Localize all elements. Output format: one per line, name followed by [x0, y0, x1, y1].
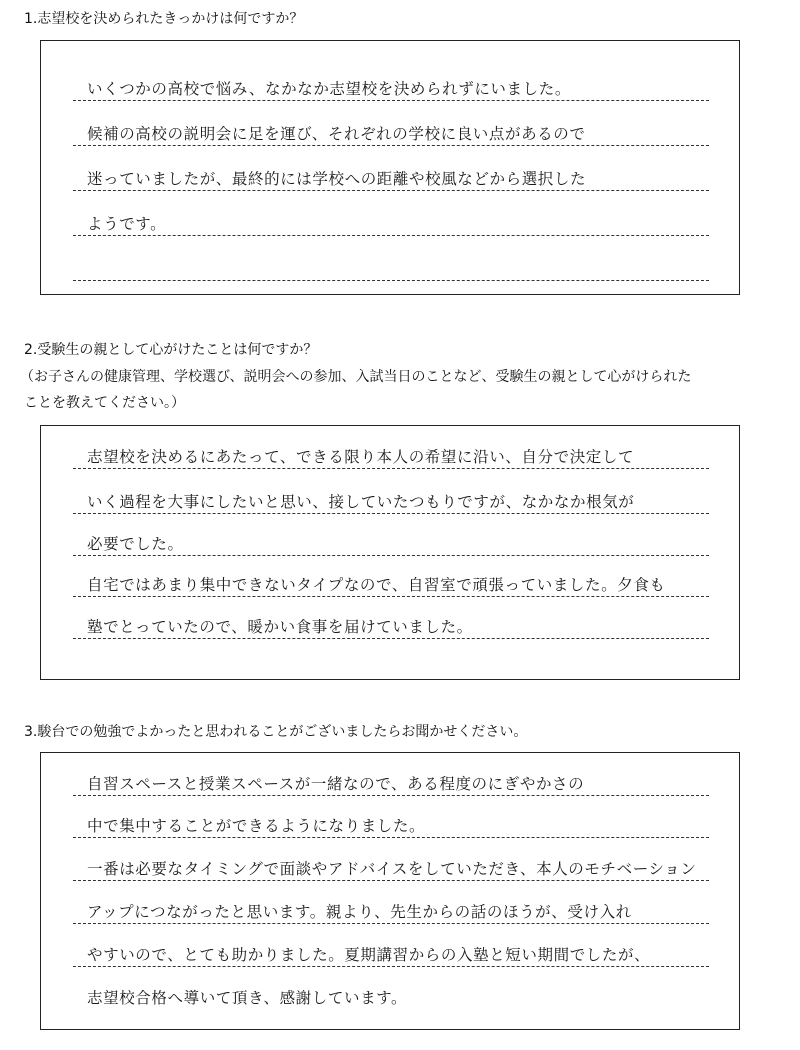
answer-box-2 — [40, 425, 740, 680]
answer-1-line-5 — [73, 258, 709, 281]
answer-3-line-1: 自習スペースと授業スペースが一緒なので、ある程度のにぎやかさの — [73, 773, 709, 796]
answer-2-line-4: 自宅ではあまり集中できないタイプなので、自習室で頑張っていました。夕食も — [73, 574, 709, 597]
question-2-note-line-2: ことを教えてください。） — [24, 395, 185, 411]
question-3: 3.駿台での勉強でよかったと思われることがございましたらお聞かせください。 — [24, 724, 528, 740]
answer-box-3 — [40, 752, 740, 1030]
question-2-note-line-1: （お子さんの健康管理、学校選び、説明会への参加、入試当日のことなど、受験生の親として心がけられた — [20, 369, 692, 385]
question-2: 2.受験生の親として心がけたことは何ですか？ — [24, 342, 318, 358]
answer-3-line-3: 一番は必要なタイミングで面談やアドバイスをしていただき、本人のモチベーション — [73, 858, 709, 881]
answer-1-line-1: いくつかの高校で悩み、なかなか志望校を決められずにいました。 — [73, 78, 709, 101]
answer-2-line-5: 塾でとっていたので、暖かい食事を届けていました。 — [73, 616, 709, 639]
answer-3-line-6: 志望校合格へ導いて頂き、感謝しています。 — [87, 989, 408, 1007]
answer-3-line-4: アップにつながったと思います。親より、先生からの話のほうが、受け入れ — [73, 901, 709, 924]
answer-3-line-5: やすいので、とても助かりました。夏期講習からの入塾と短い期間でしたが、 — [73, 944, 709, 967]
answer-1-line-2: 候補の高校の説明会に足を運び、それぞれの学校に良い点があるので — [73, 123, 709, 146]
question-1: 1.志望校を決められたきっかけは何ですか？ — [24, 11, 304, 27]
answer-2-line-3: 必要でした。 — [73, 533, 709, 556]
answer-1-line-3: 迷っていましたが、最終的には学校への距離や校風などから選択した — [73, 168, 709, 191]
answer-box-1 — [40, 40, 740, 295]
answer-2-line-2: いく過程を大事にしたいと思い、接していたつもりですが、なかなか根気が — [73, 491, 709, 514]
answer-1-line-4: ようです。 — [73, 213, 709, 236]
answer-3-line-2: 中で集中することができるようになりました。 — [73, 815, 709, 838]
answer-2-line-1: 志望校を決めるにあたって、できる限り本人の希望に沿い、自分で決定して — [73, 446, 709, 469]
